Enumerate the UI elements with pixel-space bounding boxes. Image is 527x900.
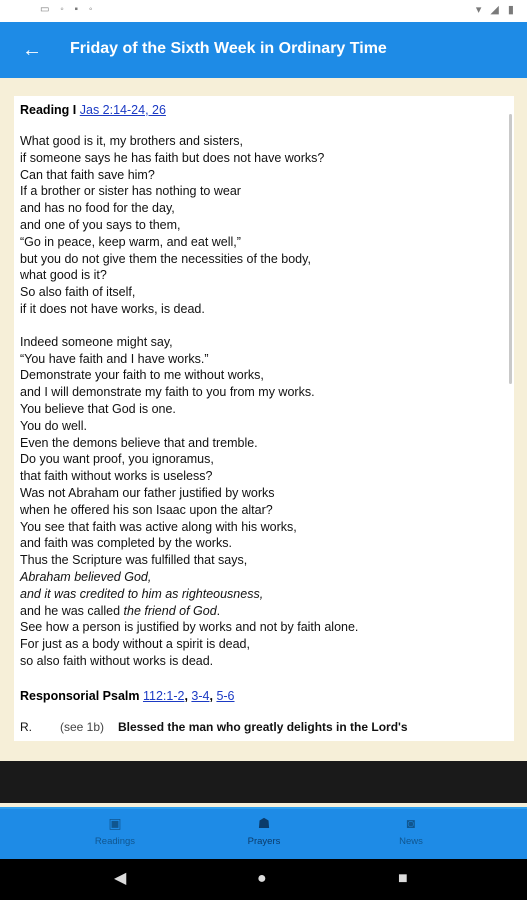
verse-line: You do well.: [20, 418, 87, 433]
psalm-ref-link-1[interactable]: 112:1-2: [142, 688, 185, 703]
system-recents-icon[interactable]: ■: [398, 870, 408, 887]
verse-line: and he was called the friend of God.: [20, 603, 221, 618]
verse-line: See how a person is justified by works and not by faith alone.: [20, 620, 359, 635]
psalm-response: [20, 719, 506, 735]
verse-line: but you do not give them the necessities of the body,: [20, 251, 311, 266]
verse-line: what good is it?: [20, 268, 107, 283]
verse-line: if someone says he has faith but does not have works?: [20, 150, 325, 165]
verse-line: “Go in peace, keep warm, and eat well,”: [20, 234, 241, 249]
back-arrow-icon[interactable]: ←: [22, 39, 42, 61]
reading-ref-link[interactable]: Jas 2:14-24, 26: [79, 103, 166, 117]
reading-heading: [20, 102, 506, 118]
reading-scroll: [20, 102, 506, 735]
verse-line: when he offered his son Isaac upon the altar?: [20, 502, 273, 517]
response-see: (see 1b): [60, 719, 105, 734]
verse-line: If a brother or sister has nothing to wear: [20, 184, 241, 199]
page-title: Friday of the Sixth Week in Ordinary Time: [70, 40, 387, 57]
reading-stanza: [20, 334, 506, 670]
nav-readings[interactable]: [55, 813, 175, 847]
system-back-icon[interactable]: ◀: [114, 870, 127, 887]
banner-area: [0, 761, 527, 803]
verse-line: so also faith without works is dead.: [20, 653, 214, 668]
rss-icon: ◙: [406, 815, 416, 831]
content-area: [0, 78, 527, 761]
system-home-icon[interactable]: ●: [257, 870, 267, 887]
nav-readings-label: Readings: [94, 836, 136, 847]
app-bar: [0, 22, 527, 78]
verse-line: What good is it, my brothers and sisters,: [20, 134, 244, 148]
verse-line: that faith without works is useless?: [20, 469, 213, 484]
verse-line: Indeed someone might say,: [20, 334, 173, 349]
nav-prayers-label: Prayers: [247, 836, 281, 847]
psalm-ref-link-2[interactable]: 3-4: [191, 688, 210, 703]
nav-news-label: News: [399, 836, 423, 847]
verse-line: For just as a body without a spirit is dead,: [20, 637, 250, 652]
reading-label: Reading I: [20, 103, 77, 117]
nav-prayers[interactable]: [204, 813, 324, 847]
response-label: R.: [20, 719, 32, 734]
verse-line-italic: and it was credited to him as righteousness,: [20, 586, 264, 601]
verse-line: Do you want proof, you ignoramus,: [20, 452, 214, 467]
reading-card[interactable]: [14, 96, 514, 741]
verse-line: and one of you says to them,: [20, 217, 181, 232]
system-navigation-bar: [0, 859, 527, 900]
psalm-heading: Responsorial Psalm 112:1-2, 3-4, 5-6: [20, 688, 235, 703]
verse-line: You believe that God is one.: [20, 401, 176, 416]
verse-line: Even the demons believe that and tremble.: [20, 435, 258, 450]
verse-line: So also faith of itself,: [20, 285, 136, 300]
scrollbar[interactable]: [509, 114, 512, 384]
book-icon: ▣: [108, 815, 122, 831]
reading-stanza: [20, 133, 506, 318]
praying-hands-icon: ☗: [257, 815, 271, 831]
verse-line: and I will demonstrate my faith to you from my works.: [20, 385, 315, 400]
psalm-label: Responsorial Psalm: [20, 688, 140, 703]
verse-line: Thus the Scripture was fulfilled that says,: [20, 553, 248, 568]
response-text: Blessed the man who greatly delights in the Lord's: [118, 719, 408, 734]
verse-line-italic: Abraham believed God,: [20, 569, 152, 584]
nav-news[interactable]: [351, 813, 471, 847]
bottom-navigation: [0, 807, 527, 859]
verse-line: if it does not have works, is dead.: [20, 301, 205, 316]
verse-line: and faith was completed by the works.: [20, 536, 232, 551]
verse-line: Can that faith save him?: [20, 167, 155, 182]
verse-line: You see that faith was active along with his works,: [20, 519, 297, 534]
psalm-ref-link-3[interactable]: 5-6: [216, 688, 235, 703]
verse-line: Demonstrate your faith to me without works,: [20, 368, 264, 383]
verse-line: Was not Abraham our father justified by works: [20, 485, 275, 500]
notification-icons: ▭ ◦ ▪ ◦: [40, 4, 97, 15]
status-bar: [0, 0, 527, 22]
verse-line: “You have faith and I have works.”: [20, 351, 209, 366]
verse-line: and has no food for the day,: [20, 201, 175, 216]
system-status-icons: ▾ ◢ ▮: [475, 4, 517, 16]
